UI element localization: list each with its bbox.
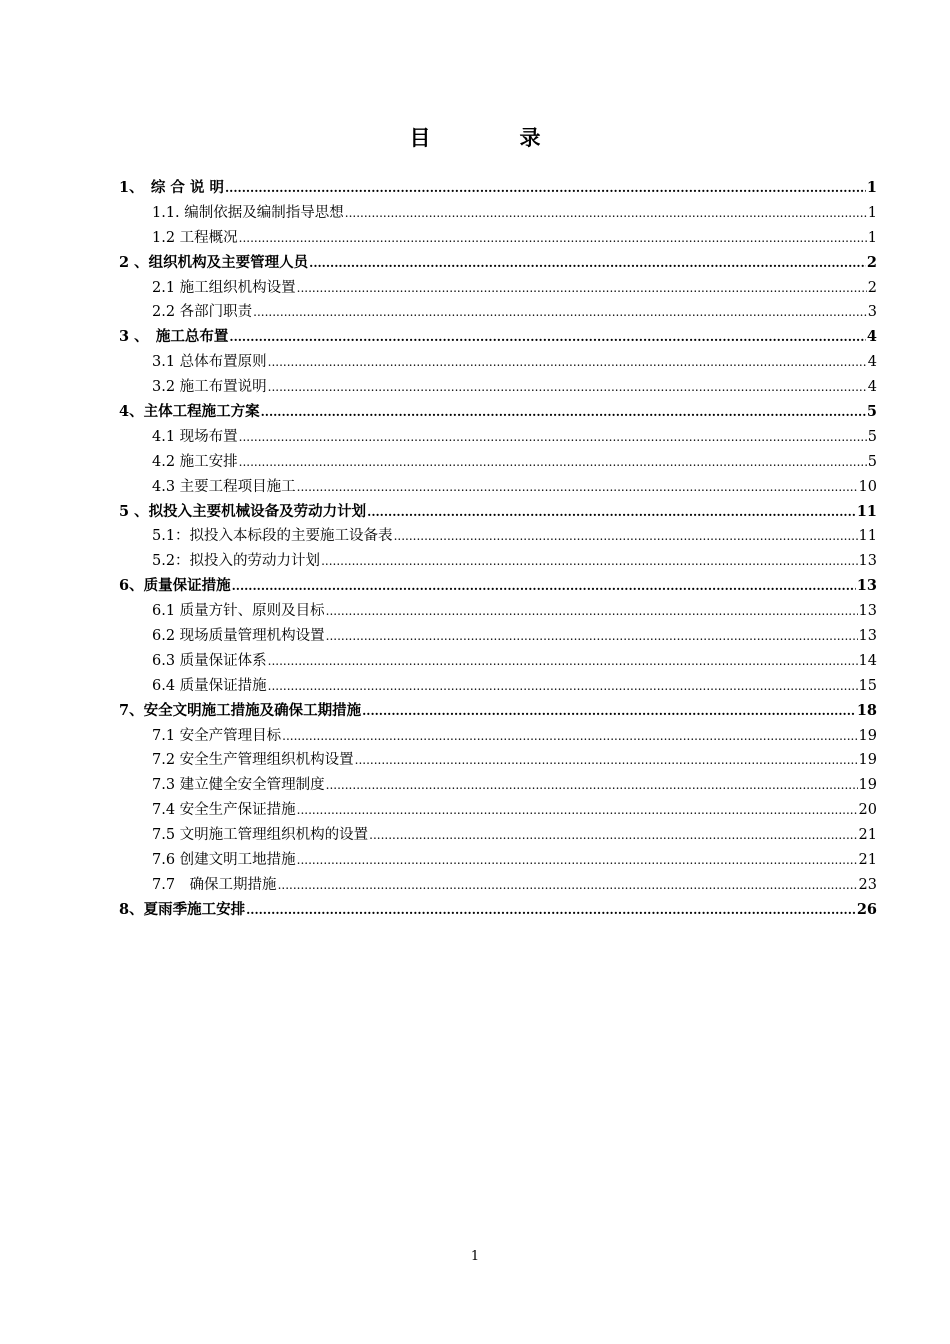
toc-dot-leader — [297, 854, 858, 869]
toc-entry-chapter[interactable] — [119, 574, 877, 599]
toc-dot-leader — [268, 356, 867, 371]
toc-entry-page-number: 15 — [858, 677, 877, 694]
toc-entry-label: 4.3 主要工程项目施工 — [152, 478, 296, 495]
toc-entry-page-number: 4 — [867, 379, 877, 396]
toc-entry-page-number: 13 — [858, 553, 877, 570]
toc-entry-page-number: 10 — [858, 478, 877, 495]
toc-dot-leader — [369, 829, 857, 844]
toc-dot-leader — [261, 406, 866, 421]
toc-entry-section[interactable] — [119, 300, 877, 325]
page-title: 目 录 — [409, 126, 575, 150]
toc-entry-page-number: 4 — [867, 354, 877, 371]
toc-entry-page-number: 23 — [858, 876, 877, 893]
toc-entry-section[interactable] — [119, 201, 877, 226]
toc-entry-label: 6、质量保证措施 — [119, 577, 231, 595]
toc-dot-leader — [297, 282, 867, 297]
page-number: 1 — [470, 1249, 480, 1264]
toc-entry-page-number: 2 — [867, 279, 877, 296]
toc-dot-leader — [282, 730, 857, 745]
toc-entry-section[interactable] — [119, 350, 877, 375]
table-of-contents — [119, 176, 877, 923]
toc-entry-chapter[interactable] — [119, 500, 877, 525]
toc-entry-page-number: 13 — [856, 577, 877, 595]
toc-entry-label: 7.1 安全产管理目标 — [152, 727, 282, 744]
toc-entry-label: 2 、组织机构及主要管理人员 — [119, 253, 309, 271]
toc-dot-leader — [232, 580, 856, 595]
toc-dot-leader — [246, 904, 856, 919]
toc-entry-page-number: 20 — [858, 802, 877, 819]
toc-dot-leader — [297, 481, 858, 496]
toc-entry-label: 6.3 质量保证体系 — [152, 652, 267, 669]
toc-entry-page-number: 2 — [866, 253, 877, 271]
toc-dot-leader — [239, 232, 867, 247]
toc-entry-section[interactable] — [119, 773, 877, 798]
toc-entry-label: 7.3 建立健全安全管理制度 — [152, 777, 325, 794]
toc-entry-page-number: 18 — [856, 701, 877, 719]
toc-dot-leader — [326, 779, 858, 794]
toc-entry-page-number: 11 — [856, 502, 877, 520]
toc-entry-section[interactable] — [119, 724, 877, 749]
toc-entry-page-number: 3 — [867, 304, 877, 321]
toc-entry-section[interactable] — [119, 599, 877, 624]
toc-entry-section[interactable] — [119, 674, 877, 699]
toc-entry-section[interactable] — [119, 649, 877, 674]
toc-dot-leader — [355, 754, 858, 769]
toc-entry-chapter[interactable] — [119, 699, 877, 724]
toc-entry-chapter[interactable] — [119, 251, 877, 276]
toc-dot-leader — [321, 555, 857, 570]
toc-dot-leader — [309, 257, 866, 272]
toc-entry-label: 3.1 总体布置原则 — [152, 354, 267, 371]
toc-entry-label: 1、 综 合 说 明 — [119, 179, 224, 196]
toc-entry-chapter[interactable] — [119, 325, 877, 350]
toc-entry-section[interactable] — [119, 450, 877, 475]
toc-entry-label: 6.4 质量保证措施 — [152, 677, 267, 694]
toc-dot-leader — [326, 630, 858, 645]
toc-dot-leader — [362, 705, 856, 720]
toc-entry-label: 5 、拟投入主要机械设备及劳动力计划 — [119, 502, 367, 520]
toc-entry-section[interactable] — [119, 524, 877, 549]
toc-entry-label: 7.5 文明施工管理组织机构的设置 — [152, 827, 369, 844]
toc-dot-leader — [268, 680, 858, 695]
toc-dot-leader — [229, 331, 866, 346]
toc-dot-leader — [268, 381, 867, 396]
toc-entry-page-number: 5 — [867, 428, 877, 445]
toc-entry-label: 2.2 各部门职责 — [152, 304, 253, 321]
toc-entry-page-number: 4 — [866, 328, 877, 346]
toc-entry-section[interactable] — [119, 425, 877, 450]
toc-entry-label: 3.2 施工布置说明 — [152, 379, 267, 396]
toc-entry-label: 4.2 施工安排 — [152, 453, 238, 470]
toc-entry-section[interactable] — [119, 375, 877, 400]
toc-entry-label: 7.4 安全生产保证措施 — [152, 802, 296, 819]
toc-entry-page-number: 21 — [858, 852, 877, 869]
toc-entry-page-number: 11 — [858, 528, 877, 545]
toc-entry-label: 2.1 施工组织机构设置 — [152, 279, 296, 296]
toc-entry-label: 7、安全文明施工措施及确保工期措施 — [119, 701, 362, 719]
toc-entry-section[interactable] — [119, 226, 877, 251]
toc-dot-leader — [225, 182, 866, 197]
toc-entry-label: 7.7 确保工期措施 — [152, 876, 277, 893]
toc-dot-leader — [394, 530, 858, 545]
toc-entry-label: 7.6 创建文明工地措施 — [152, 852, 296, 869]
toc-dot-leader — [297, 804, 858, 819]
toc-entry-page-number: 13 — [858, 603, 877, 620]
toc-entry-section[interactable] — [119, 624, 877, 649]
toc-entry-page-number: 1 — [866, 179, 877, 196]
toc-entry-page-number: 19 — [858, 777, 877, 794]
toc-entry-label: 5.1：拟投入本标段的主要施工设备表 — [152, 528, 393, 545]
toc-entry-label: 6.2 现场质量管理机构设置 — [152, 628, 325, 645]
toc-entry-page-number: 1 — [867, 204, 877, 221]
toc-entry-label: 5.2：拟投入的劳动力计划 — [152, 553, 321, 570]
toc-entry-page-number: 14 — [858, 652, 877, 669]
toc-entry-chapter[interactable] — [119, 176, 877, 201]
toc-entry-section[interactable] — [119, 823, 877, 848]
toc-entry-label: 6.1 质量方针、原则及目标 — [152, 603, 325, 620]
toc-entry-page-number: 21 — [858, 827, 877, 844]
toc-dot-leader — [268, 655, 858, 670]
toc-dot-leader — [367, 506, 856, 521]
toc-entry-section[interactable] — [119, 475, 877, 500]
toc-entry-label: 4.1 现场布置 — [152, 428, 238, 445]
toc-entry-section[interactable] — [119, 748, 877, 773]
toc-entry-label: 8、夏雨季施工安排 — [119, 900, 246, 918]
toc-dot-leader — [239, 456, 867, 471]
toc-entry-section[interactable] — [119, 798, 877, 823]
toc-dot-leader — [278, 879, 858, 894]
toc-entry-chapter[interactable] — [119, 400, 877, 425]
toc-entry-page-number: 13 — [858, 628, 877, 645]
toc-entry-label: 1.2 工程概况 — [152, 229, 238, 246]
toc-entry-page-number: 19 — [858, 752, 877, 769]
toc-entry-chapter[interactable] — [119, 898, 877, 923]
toc-entry-label: 1.1. 编制依据及编制指导思想 — [152, 204, 344, 221]
toc-dot-leader — [239, 431, 867, 446]
toc-entry-page-number: 5 — [867, 453, 877, 470]
toc-entry-label: 7.2 安全生产管理组织机构设置 — [152, 752, 354, 769]
toc-entry-label: 4、主体工程施工方案 — [119, 403, 260, 421]
toc-entry-page-number: 19 — [858, 727, 877, 744]
toc-dot-leader — [345, 207, 867, 222]
toc-entry-page-number: 1 — [867, 229, 877, 246]
toc-entry-page-number: 5 — [866, 403, 877, 421]
toc-entry-label: 3 、 施工总布置 — [119, 328, 229, 346]
toc-entry-page-number: 26 — [856, 900, 877, 918]
toc-entry-section[interactable] — [119, 276, 877, 301]
toc-entry-section[interactable] — [119, 873, 877, 898]
toc-dot-leader — [326, 605, 858, 620]
toc-entry-section[interactable] — [119, 848, 877, 873]
toc-entry-section[interactable] — [119, 549, 877, 574]
toc-dot-leader — [253, 306, 867, 321]
